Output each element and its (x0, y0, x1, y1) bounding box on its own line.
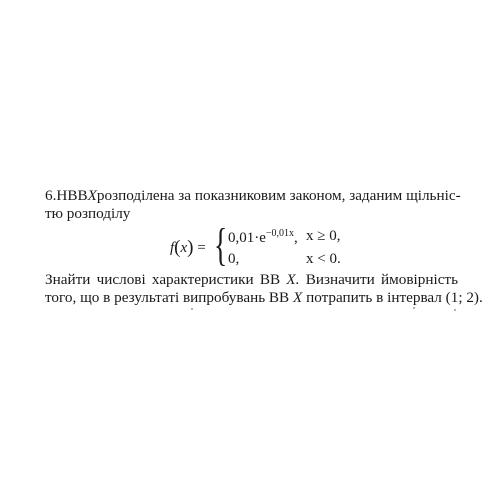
right-paren: ) (187, 237, 194, 258)
scan-artifacts (45, 306, 458, 314)
task-line-2-start: того, що в результаті випробувань ВВ (45, 289, 290, 306)
density-formula (170, 219, 370, 270)
case-1-coefficient: 0,01·e (228, 230, 266, 246)
left-paren: ( (174, 237, 181, 258)
problem-number: 6. (45, 187, 57, 204)
problem-statement (45, 187, 461, 223)
case-1-comma: , (294, 230, 298, 246)
problem-line-2: тю розподілу (45, 205, 131, 222)
task-word: ймовірність (381, 271, 458, 288)
case-1-exponent: −0,01x (265, 228, 295, 239)
argument-symbol: x (180, 240, 188, 256)
task-statement (45, 271, 483, 307)
task-word: ВВ (259, 271, 281, 288)
task-line-2 (45, 289, 483, 307)
task-word: числові (96, 271, 146, 288)
random-variable-symbol: X (87, 187, 97, 204)
problem-line-1 (45, 187, 461, 205)
random-variable-symbol: X. (286, 271, 300, 288)
case-1-condition: x ≥ 0, (306, 228, 341, 244)
task-word: Знайти (45, 271, 91, 288)
task-line-2-end: потрапить в інтервал (1; 2). (306, 289, 483, 306)
task-word: Визначити (305, 271, 375, 288)
scan-speck (413, 307, 415, 309)
formula-case-1 (228, 228, 298, 247)
problem-prefix: НВВ (56, 187, 88, 204)
problem-line-1-text: розподілена за показниковим законом, заданим щільніс- (96, 187, 461, 204)
function-symbol: f (170, 240, 175, 256)
task-word: характеристики (151, 271, 254, 288)
equals-sign: = (197, 240, 206, 256)
case-2-value: 0, (228, 251, 240, 267)
random-variable-symbol: X (292, 289, 303, 306)
left-brace: { (214, 219, 228, 270)
scan-speck (454, 309, 456, 311)
formula-lhs (170, 237, 206, 259)
case-2-condition: x < 0. (306, 251, 341, 267)
scan-speck (191, 308, 193, 310)
task-line-1 (45, 271, 458, 289)
